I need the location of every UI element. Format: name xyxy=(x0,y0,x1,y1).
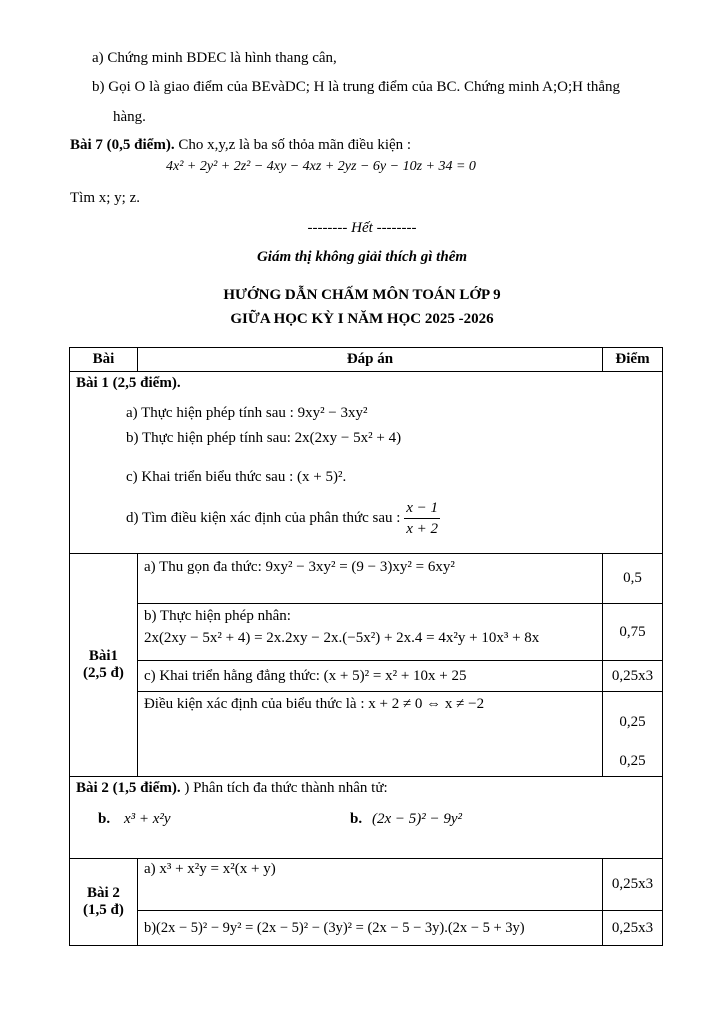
bai7-text: Cho x,y,z là ba số thỏa mãn điều kiện : xyxy=(174,137,412,153)
bai7-title: Bài 7 (0,5 điểm). xyxy=(70,137,175,153)
guide-title-2: GIỮA HỌC KỲ I NĂM HỌC 2025 -2026 xyxy=(230,311,494,327)
bai2-answer-a-row xyxy=(70,859,663,911)
bai7-equation: 4x² + 2y² + 2z² − 4xy − 4xz + 2yz − 6y − 10z + 34 = 0 xyxy=(166,159,476,174)
bai1-label-line1: Bài1 xyxy=(88,648,119,664)
bai2-label xyxy=(70,859,138,946)
bai1-q-d-text: d) Tìm điều kiện xác định của phân thức sau : xyxy=(126,509,401,526)
bai2-answer-b-row xyxy=(70,911,663,946)
bai2-questions xyxy=(76,811,656,833)
bai2-title: Bài 2 (1,5 điểm). xyxy=(76,780,181,796)
bai1-ans-d: Điều kiện xác định của biểu thức là : x + 2 ≠ 0 ⇔ x ≠ −2 xyxy=(137,692,602,777)
bai2-q1-label: b. xyxy=(98,811,111,827)
bai2-q2: (2x − 5)² − 9y² xyxy=(372,811,463,827)
bai1-answer-c-row xyxy=(70,661,663,692)
fraction-numerator: x − 1 xyxy=(404,498,440,519)
header-dap-an: Đáp án xyxy=(137,348,602,372)
bai1-ans-c: c) Khai triển hằng đẳng thức: (x + 5)² = x² + 10x + 25 xyxy=(137,661,602,692)
end-mark: -------- Hết -------- xyxy=(307,220,417,236)
bai2-ans-a: a) x³ + x²y = x²(x + y) xyxy=(137,859,602,911)
bai1-q-d xyxy=(126,498,656,539)
bai2-question-row xyxy=(70,777,663,859)
bai2-ans-b: b)(2x − 5)² − 9y² = (2x − 5)² − (3y)² = (2x − 5 − 3y).(2x − 5 + 3y) xyxy=(137,911,602,946)
table-header-row xyxy=(70,348,663,372)
header-diem: Điểm xyxy=(603,348,663,372)
bai1-answer-d-row xyxy=(70,692,663,777)
bai1-ans-b-line2: 2x(2xy − 5x² + 4) = 2x.2xy − 2x.(−5x²) + 2x.4 = 4x²y + 10x³ + 8x xyxy=(143,630,540,646)
bai1-label xyxy=(70,554,138,777)
bai1-answer-a-row xyxy=(70,554,663,604)
bai2-q1: x³ + x²y xyxy=(124,811,171,827)
bai1-question-row xyxy=(70,372,663,554)
bai1-q-b: b) Thực hiện phép tính sau: 2x(2xy − 5x² + 4) xyxy=(126,430,402,446)
bai1-ans-a xyxy=(137,554,602,604)
bai1-q-a: a) Thực hiện phép tính sau : 9xy² − 3xy² xyxy=(126,405,368,421)
find-xyz: Tìm x; y; z. xyxy=(70,190,140,206)
item-b-line1: b) Gọi O là giao điểm của BEvàDC; H là trung điểm của BC. Chứng minh A;O;H thẳng xyxy=(92,79,621,95)
guide-title-1: HƯỚNG DẪN CHẤM MÔN TOÁN LỚP 9 xyxy=(223,287,501,303)
bai1-score-d1: 0,25 xyxy=(619,714,646,730)
header-bai: Bài xyxy=(70,348,138,372)
item-b-line2: hàng. xyxy=(113,109,146,125)
bai1-title: Bài 1 (2,5 điểm). xyxy=(76,375,181,391)
proctor-note: Giám thị không giải thích gì thêm xyxy=(256,249,468,265)
fraction-denominator: x + 2 xyxy=(406,521,438,537)
bai2-score-b: 0,25x3 xyxy=(603,911,663,946)
bai2-title-rest: ) Phân tích đa thức thành nhân tử: xyxy=(180,780,388,796)
bai2-q2-label: b. xyxy=(350,811,363,827)
bai1-score-d2: 0,25 xyxy=(619,753,646,769)
bai2-score-a: 0,25x3 xyxy=(603,859,663,911)
bai2-label-line2: (1,5 đ) xyxy=(83,902,124,918)
bai1-score-a: 0,5 xyxy=(603,554,663,604)
bai2-heading xyxy=(76,780,656,797)
bai1-score-c: 0,25x3 xyxy=(603,661,663,692)
grading-table xyxy=(69,347,663,946)
bai1-ans-a-text: a) Thu gọn đa thức: 9xy² − 3xy² = (9 − 3)xy² = 6xy² xyxy=(143,559,455,575)
bai7-heading xyxy=(70,137,411,154)
bai1-label-line2: (2,5 đ) xyxy=(83,665,124,681)
item-a: a) Chứng minh BDEC là hình thang cân, xyxy=(92,50,337,66)
bai1-q-c: c) Khai triển biểu thức sau : (x + 5)². xyxy=(126,469,347,485)
bai2-label-line1: Bài 2 xyxy=(87,885,120,901)
bai1-answer-b-row xyxy=(70,604,663,661)
bai1-score-b: 0,75 xyxy=(603,604,663,661)
bai1-ans-b-line1: b) Thực hiện phép nhân: xyxy=(143,608,291,624)
bai1-fraction xyxy=(404,498,440,539)
